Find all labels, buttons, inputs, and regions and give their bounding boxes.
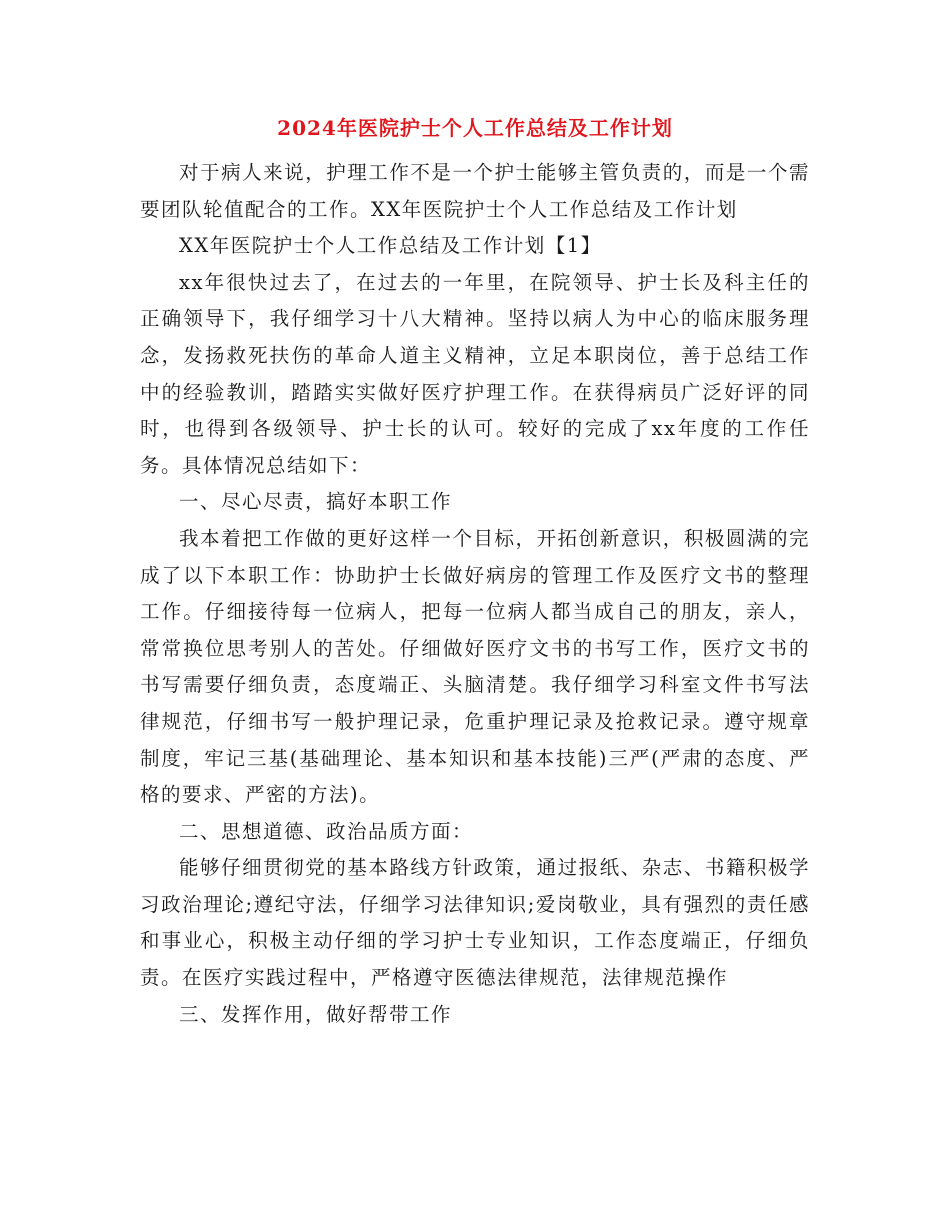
paragraph-section-1: 我本着把工作做的更好这样一个目标，开拓创新意识，积极圆满的完成了以下本职工作：协助护士长做好病房的管理工作及医疗文书的整理工作。仔细接待每一位病人，把每一位病人都当成自己的朋友，亲人，常常换位思考别人的苦处。仔细做好医疗文书的书写工作，医疗文书的书写需要仔细负责，态度端正、头脑清楚。我仔细学习科室文件书写法律规范，仔细书写一般护理记录，危重护理记录及抢救记录。遵守规章制度，牢记三基(基础理论、基本知识和基本技能)三严(严肃的态度、严格的要求、严密的方法)。 (140, 526, 810, 807)
paragraph-intro: 对于病人来说，护理工作不是一个护士能够主管负责的，而是一个需要团队轮值配合的工作。XX年医院护士个人工作总结及工作计划 (140, 161, 810, 221)
document-title: 2024年医院护士个人工作总结及工作计划 (277, 116, 673, 140)
section-heading-3: 三、发挥作用，做好帮带工作 (179, 1002, 453, 1026)
document-body (140, 155, 810, 1033)
section-heading-2: 二、思想道德、政治品质方面： (179, 819, 474, 843)
paragraph-summary: xx年很快过去了，在过去的一年里，在院领导、护士长及科主任的正确领导下，我仔细学习十八大精神。坚持以病人为中心的临床服务理念，发扬救死扶伤的革命人道主义精神，立足本职岗位，善于总结工作中的经验教训，踏踏实实做好医疗护理工作。在获得病员广泛好评的同时，也得到各级领导、护士长的认可。较好的完成了xx年度的工作任务。具体情况总结如下： (140, 270, 810, 477)
paragraph-section-2: 能够仔细贯彻党的基本路线方针政策，通过报纸、杂志、书籍积极学习政治理论;遵纪守法，仔细学习法律知识;爱岗敬业，具有强烈的责任感和事业心，积极主动仔细的学习护士专业知识，工作态度端正，仔细负责。在医疗实践过程中，严格遵守医德法律规范，法律规范操作 (140, 856, 810, 990)
section-heading-1: 一、尽心尽责，搞好本职工作 (179, 490, 453, 514)
paragraph-heading-1: XX年医院护士个人工作总结及工作计划【1】 (179, 234, 602, 258)
